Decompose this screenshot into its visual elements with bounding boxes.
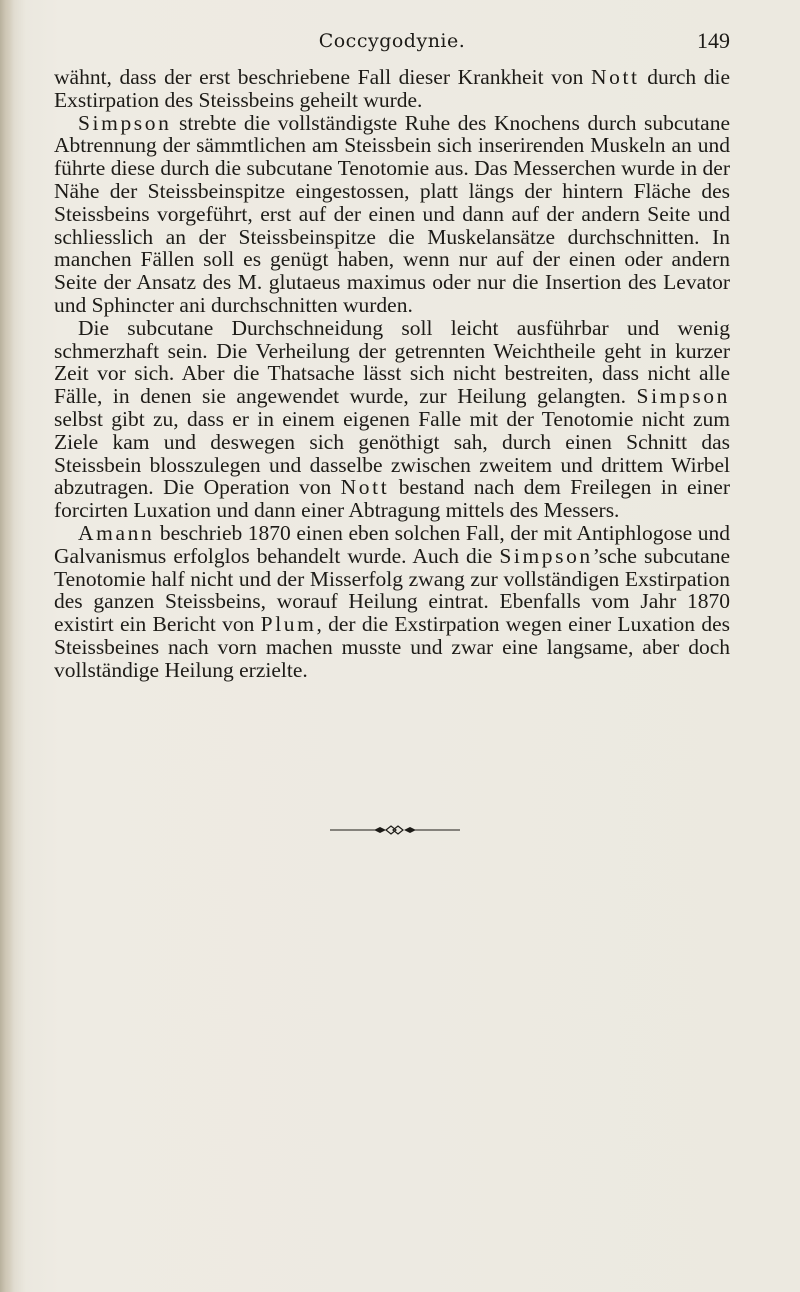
text-run: beschrieb 1870 einen eben solchen Fall, der mit Antiphlogose und Galvanismus erfolglos behandelt wurde. Auch die <box>54 520 730 568</box>
author-name: Nott <box>340 475 390 500</box>
author-name: Amann <box>78 520 155 545</box>
page-header <box>54 30 730 60</box>
paragraph <box>54 522 730 682</box>
text-run: , der die Exstirpation wegen einer Luxation des Steissbeines nach vorn machen musste und zwar eine langsame, aber doch vollständige Heilung erzielte. <box>54 612 730 682</box>
body-text <box>54 66 730 682</box>
paragraph <box>54 66 730 112</box>
page-number: 149 <box>697 28 730 53</box>
author-name: Simpson <box>636 384 730 409</box>
page-spine-shadow <box>0 0 14 1292</box>
author-name: Simpson <box>78 110 172 135</box>
author-name: Simpson <box>499 543 593 568</box>
text-run: durch die Exstirpation des Steissbeins geheilt wurde. <box>54 65 731 112</box>
text-run: wähnt, dass der erst beschriebene Fall dieser Krankheit von <box>54 65 591 89</box>
paragraph <box>54 112 730 317</box>
text-run: Die subcutane Durchschneidung soll leicht ausführbar und wenig schmerzhaft sein. Die Verheilung der getrennten Weichtheile geht in kurzer Zeit vor sich. Aber die Thatsache lässt sich nicht bestreiten, dass nicht alle Fälle, in denen sie angewendet wurde, zur Heilung gelangten. <box>54 315 730 409</box>
text-run: selbst gibt zu, dass er in einem eigenen Falle mit der Tenotomie nicht zum Ziele kam und deswegen sich genöthigt sah, durch einen Schnitt das Steissbein blosszulegen und dasselbe zwischen zweitem und drittem Wirbel abzutragen. Die Operation von <box>54 406 730 500</box>
running-head: Coccygodynie. <box>318 30 466 52</box>
author-name: Plum <box>260 612 317 637</box>
decorative-rule-ornament-icon <box>330 825 460 835</box>
text-run: strebte die vollständigste Ruhe des Knochens durch subcutane Abtrennung der sämmtlichen am Steissbein sich inserirenden Muskeln an und führte diese durch die subcutane Tenotomie aus. Das Messerchen wurde in der Nähe der Steissbeinspitze eingestossen, platt längs der hintern Fläche des Steissbeins vorgeführt, erst auf der einen und dann auf der andern Seite und schliesslich an der Steissbeinspitze die Muskelansätze durchschnitten. In manchen Fällen soll es genügt haben, wenn nur auf der einen oder andern Seite der Ansatz des M. glutaeus maximus oder nur die Insertion des Levator und Sphincter ani durchschnitten wurden. <box>54 110 730 317</box>
paragraph <box>54 317 730 522</box>
text-run: ’sche subcutane Tenotomie half nicht und der Misserfolg zwang zur vollständigen Exstirpation des ganzen Steissbeins, worauf Heilung eintrat. Ebenfalls vom Jahr 1870 existirt ein Bericht von <box>54 543 730 637</box>
author-name: Nott <box>590 65 640 89</box>
text-run: bestand nach dem Freilegen in einer forcirten Luxation und dann einer Abtragung mittels des Messers. <box>54 475 730 523</box>
